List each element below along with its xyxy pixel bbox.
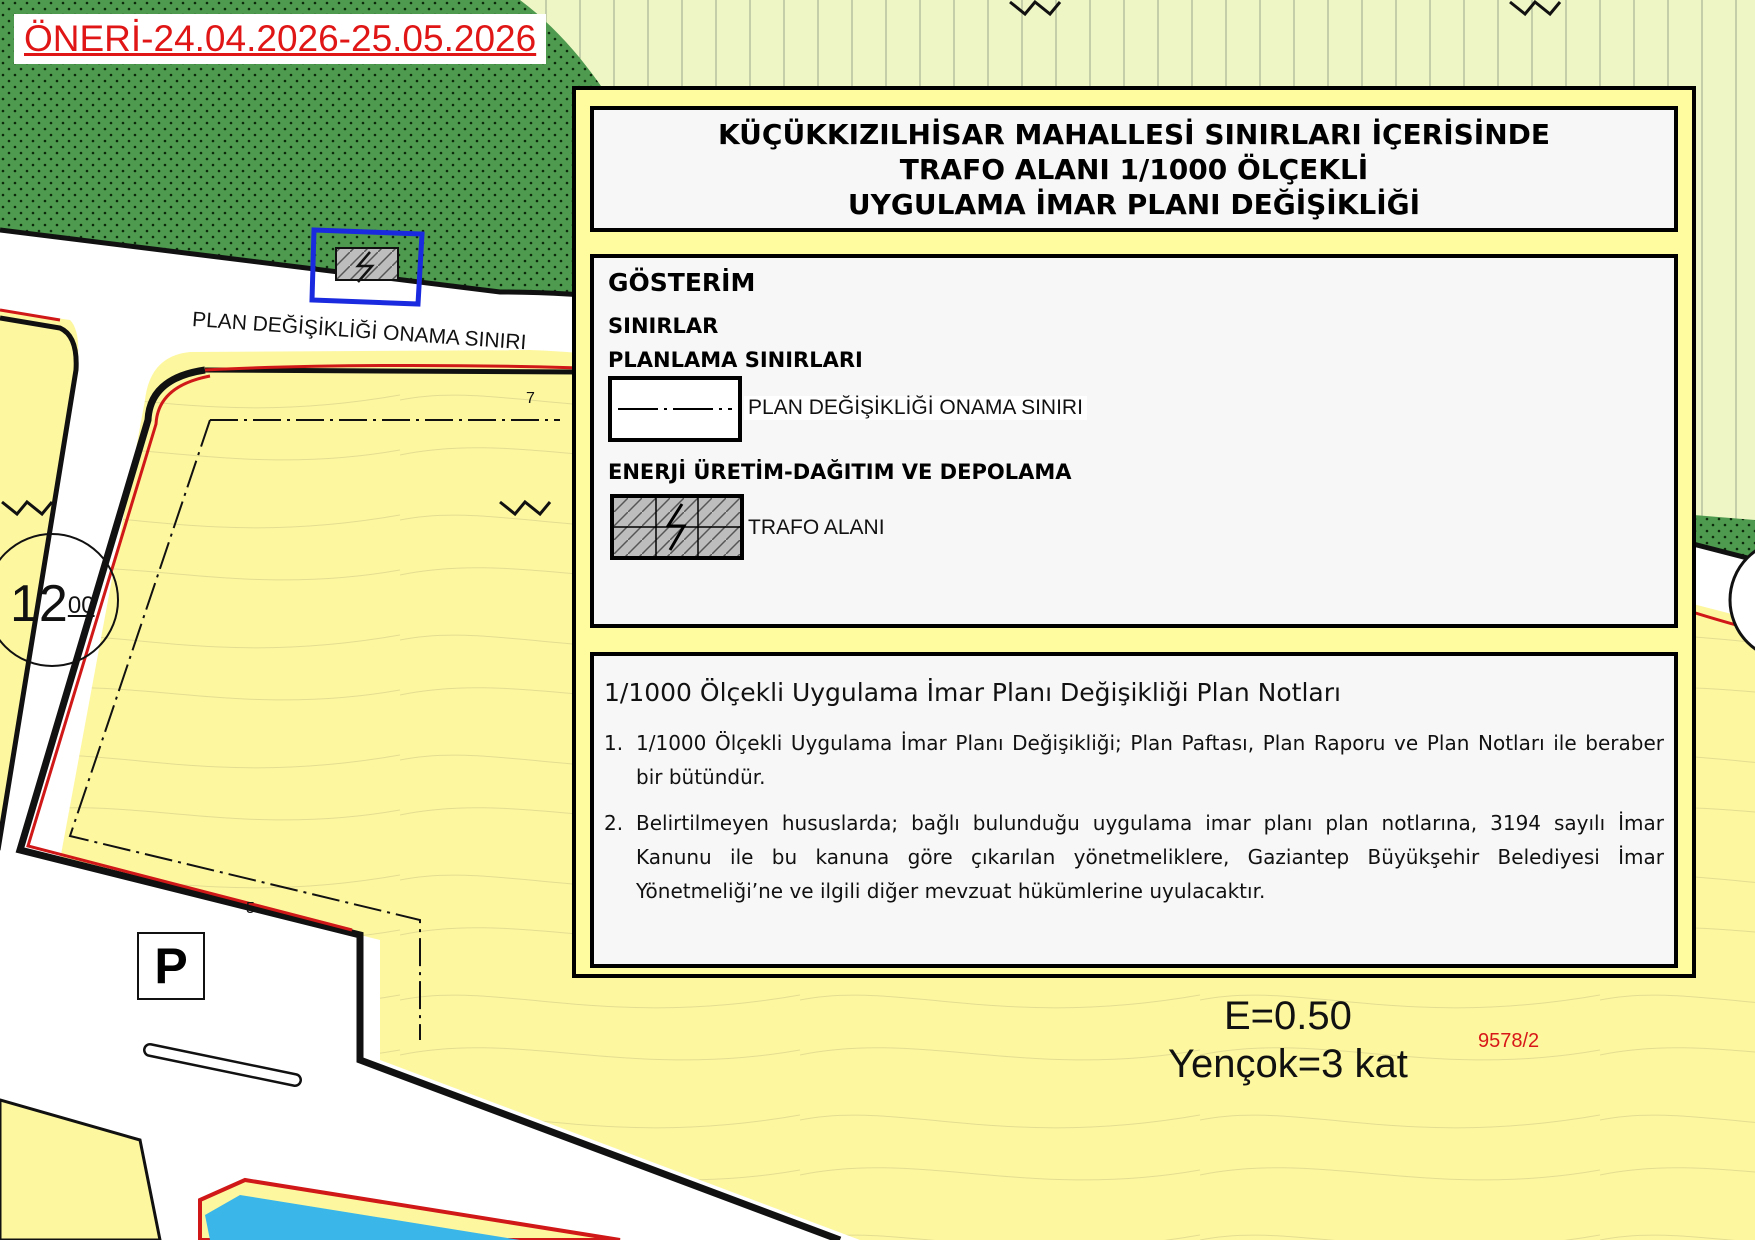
plan-title-line: KÜÇÜKKIZILHİSAR MAHALLESİ SINIRLARI İÇERİSİNDE xyxy=(717,117,1551,151)
parking-sign-icon: P xyxy=(137,932,205,1000)
plan-notes-title: 1/1000 Ölçekli Uygulama İmar Planı Değişikliği Plan Notları xyxy=(604,678,1341,707)
plan-note-text: 1/1000 Ölçekli Uygulama İmar Planı Değişikliği; Plan Paftası, Plan Raporu ve Plan Notları ile beraber bir bütündür. xyxy=(636,731,1664,789)
plan-note-text: Belirtilmeyen hususlarda; bağlı bulunduğu uygulama imar planı plan notlarına, 3194 sayılı İmar Kanunu ile bu kanuna göre çıkarılan yönetmeliklere, Gaziantep Büyükşehir Belediyesi İmar Yönetmeliği’ne ve ilgili diğer mevzuat hükümlerine uyulacaktır. xyxy=(636,811,1664,903)
setback-number: 5 xyxy=(246,900,255,917)
lightning-hatch-icon xyxy=(610,494,744,560)
parcel-circle-main: 12 xyxy=(10,575,68,633)
legend-section-boundaries: SINIRLAR xyxy=(608,314,719,338)
title-legend-panel xyxy=(572,86,1696,978)
zoning-info xyxy=(1168,992,1408,1088)
plan-note-item xyxy=(604,806,1664,908)
parcel-circle-sup: 00 xyxy=(67,592,95,619)
dash-dot-line-icon xyxy=(608,376,742,442)
parcel-circle-number xyxy=(10,575,95,633)
plan-note-item xyxy=(604,726,1664,794)
plan-note-number: 1. xyxy=(604,731,624,755)
legend-subsection-planning-boundaries: PLANLAMA SINIRLARI xyxy=(608,348,863,372)
legend-item-transformer-area: TRAFO ALANI xyxy=(748,516,885,539)
parcel-id: 9578/2 xyxy=(1478,1030,1540,1052)
plan-title-line: UYGULAMA İMAR PLANI DEĞİŞİKLİĞİ xyxy=(847,187,1421,221)
legend-box xyxy=(590,254,1678,628)
plan-notes-list xyxy=(604,726,1664,920)
plan-note-number: 2. xyxy=(604,811,624,835)
plan-notes-box xyxy=(590,652,1678,968)
plan-title-box xyxy=(590,106,1678,232)
legend-section-energy: ENERJİ ÜRETİM-DAĞITIM VE DEPOLAMA xyxy=(608,460,1072,484)
proposal-date-stamp: ÖNERİ-24.04.2026-25.05.2026 xyxy=(14,14,546,64)
zoning-height-value: Yençok=3 kat xyxy=(1168,1042,1408,1086)
zoning-e-value: E=0.50 xyxy=(1223,994,1352,1038)
road-boundary-label: PLAN DEĞİŞİKLİĞİ ONAMA SINIRI xyxy=(191,308,528,355)
setback-number: 7 xyxy=(526,390,535,407)
plan-title-line: TRAFO ALANI 1/1000 ÖLÇEKLİ xyxy=(899,152,1369,186)
legend-item-approval-boundary: PLAN DEĞİŞİKLİĞİ ONAMA SINIRI xyxy=(744,396,1087,420)
legend-heading: GÖSTERİM xyxy=(608,268,756,297)
